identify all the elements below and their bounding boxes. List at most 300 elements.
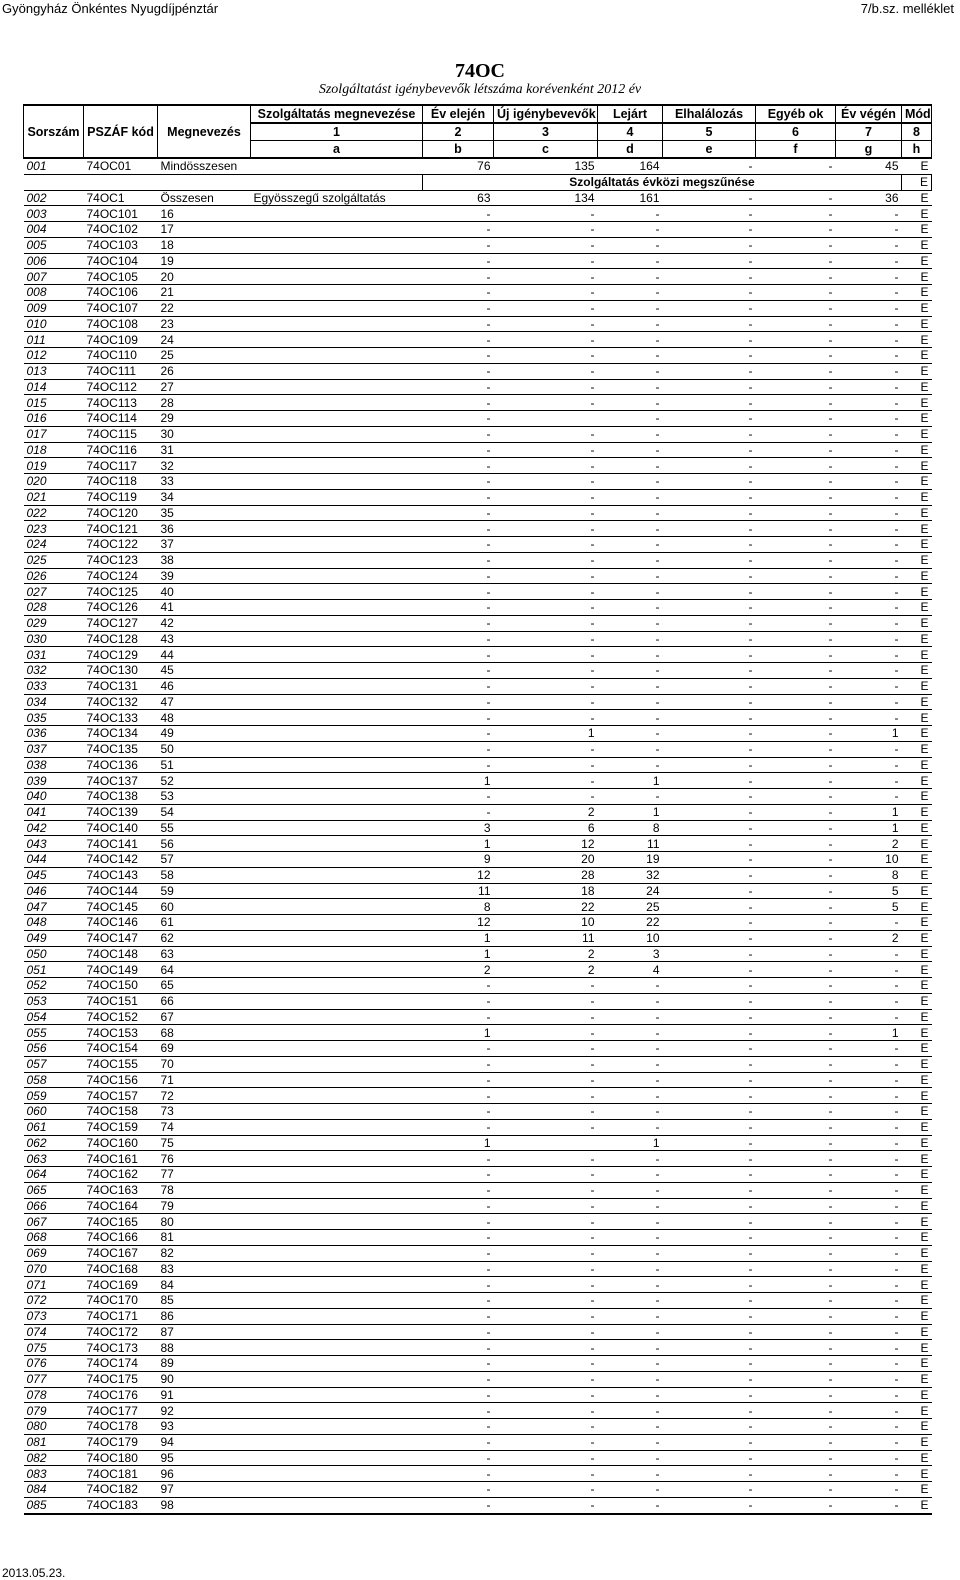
- row-uj: -: [494, 773, 598, 789]
- row-mod: E: [902, 993, 932, 1009]
- row-sorszam: 035: [24, 710, 84, 726]
- row-elhalalozas: -: [663, 379, 756, 395]
- row-sorszam: 011: [24, 332, 84, 348]
- row-uj: -: [494, 1230, 598, 1246]
- row-sorszam: 054: [24, 1009, 84, 1025]
- row-ev-elejen: -: [423, 1356, 494, 1372]
- table-row: [24, 1245, 932, 1261]
- row-ev-vegen: -: [836, 1277, 902, 1293]
- row-service-name: [251, 789, 423, 805]
- row-ev-elejen: -: [423, 363, 494, 379]
- row-megnevezes: 80: [158, 1214, 251, 1230]
- col-elhalalozas: Elhalálozás: [663, 105, 756, 123]
- row-service-name: Egyösszegű szolgáltatás: [251, 190, 423, 206]
- row-egyeb: -: [756, 852, 836, 868]
- row-lejart: -: [598, 631, 663, 647]
- row-elhalalozas: -: [663, 1308, 756, 1324]
- row-pszaf-code: 74OC120: [84, 505, 158, 521]
- row-pszaf-code: 74OC174: [84, 1356, 158, 1372]
- row-elhalalozas: -: [663, 1403, 756, 1419]
- row-megnevezes: 61: [158, 915, 251, 931]
- row-mod: E: [902, 1419, 932, 1435]
- row-pszaf-code: 74OC126: [84, 600, 158, 616]
- table-row: [24, 694, 932, 710]
- row-sorszam: 073: [24, 1308, 84, 1324]
- row-egyeb: -: [756, 537, 836, 553]
- row-lejart: -: [598, 978, 663, 994]
- row-megnevezes: 70: [158, 1056, 251, 1072]
- table-row: [24, 647, 932, 663]
- row-ev-elejen: -: [423, 615, 494, 631]
- table-row: [24, 804, 932, 820]
- row-egyeb: -: [756, 773, 836, 789]
- row-service-name: [251, 379, 423, 395]
- row-ev-elejen: -: [423, 1088, 494, 1104]
- row-pszaf-code: 74OC132: [84, 694, 158, 710]
- row-uj: -: [494, 1308, 598, 1324]
- row-sorszam: 014: [24, 379, 84, 395]
- row-ev-vegen: -: [836, 1198, 902, 1214]
- row-uj: -: [494, 474, 598, 490]
- row-lejart: -: [598, 505, 663, 521]
- col-ev-vegen: Év végén: [836, 105, 902, 123]
- row-pszaf-code: 74OC134: [84, 726, 158, 742]
- row-mod: E: [902, 442, 932, 458]
- row-ev-vegen: -: [836, 946, 902, 962]
- row-megnevezes: 27: [158, 379, 251, 395]
- row-egyeb: -: [756, 285, 836, 301]
- row-service-name: [251, 852, 423, 868]
- row-ev-vegen: -: [836, 1466, 902, 1482]
- row-sorszam: 029: [24, 615, 84, 631]
- row-megnevezes: 51: [158, 757, 251, 773]
- row-sorszam: 058: [24, 1072, 84, 1088]
- row-uj: 11: [494, 930, 598, 946]
- row-elhalalozas: -: [663, 505, 756, 521]
- row-ev-vegen: -: [836, 1151, 902, 1167]
- row-elhalalozas: -: [663, 1324, 756, 1340]
- row-service-name: [251, 1119, 423, 1135]
- row-uj: -: [494, 1403, 598, 1419]
- row-mod: E: [902, 1182, 932, 1198]
- row-mod: E: [902, 1324, 932, 1340]
- section-spacer: [251, 174, 423, 190]
- row-ev-elejen: -: [423, 663, 494, 679]
- row-ev-vegen: -: [836, 584, 902, 600]
- row-pszaf-code: 74OC110: [84, 348, 158, 364]
- row-sorszam: 085: [24, 1497, 84, 1513]
- row-lejart: -: [598, 1104, 663, 1120]
- row-uj: -: [494, 1324, 598, 1340]
- row-egyeb: -: [756, 1119, 836, 1135]
- row-pszaf-code: 74OC122: [84, 537, 158, 553]
- table-row: [24, 993, 932, 1009]
- row-lejart: -: [598, 1182, 663, 1198]
- row-megnevezes: 26: [158, 363, 251, 379]
- row-service-name: [251, 757, 423, 773]
- row-elhalalozas: -: [663, 1497, 756, 1513]
- row-ev-vegen: -: [836, 600, 902, 616]
- table-row: [24, 930, 932, 946]
- row-ev-elejen: -: [423, 726, 494, 742]
- row-lejart: -: [598, 363, 663, 379]
- row-ev-vegen: -: [836, 993, 902, 1009]
- section-spacer: [158, 174, 251, 190]
- row-egyeb: -: [756, 804, 836, 820]
- row-pszaf-code: 74OC127: [84, 615, 158, 631]
- row-service-name: [251, 1434, 423, 1450]
- row-ev-elejen: -: [423, 804, 494, 820]
- row-ev-vegen: -: [836, 1419, 902, 1435]
- row-lejart: -: [598, 1293, 663, 1309]
- table-row: [24, 363, 932, 379]
- table-row: [24, 1497, 932, 1513]
- row-pszaf-code: 74OC108: [84, 316, 158, 332]
- row-lejart: -: [598, 615, 663, 631]
- row-lejart: -: [598, 1308, 663, 1324]
- row-pszaf-code: 74OC181: [84, 1466, 158, 1482]
- row-sorszam: 074: [24, 1324, 84, 1340]
- row-pszaf-code: 74OC160: [84, 1135, 158, 1151]
- row-service-name: [251, 1403, 423, 1419]
- row-uj: 2: [494, 804, 598, 820]
- table-row: [24, 915, 932, 931]
- row-egyeb: -: [756, 521, 836, 537]
- row-megnevezes: 60: [158, 899, 251, 915]
- row-ev-vegen: -: [836, 379, 902, 395]
- row-ev-elejen: -: [423, 1371, 494, 1387]
- row-megnevezes: 25: [158, 348, 251, 364]
- row-egyeb: -: [756, 600, 836, 616]
- row-elhalalozas: -: [663, 804, 756, 820]
- table-row: [24, 978, 932, 994]
- row-mod: E: [902, 253, 932, 269]
- row-egyeb: -: [756, 1419, 836, 1435]
- row-egyeb: -: [756, 710, 836, 726]
- row-ev-vegen: -: [836, 631, 902, 647]
- row-pszaf-code: 74OC104: [84, 253, 158, 269]
- row-lejart: -: [598, 237, 663, 253]
- row-lejart: -: [598, 1072, 663, 1088]
- row-uj: -: [494, 395, 598, 411]
- row-service-name: [251, 867, 423, 883]
- row-uj: -: [494, 584, 598, 600]
- row-uj: -: [494, 1371, 598, 1387]
- row-elhalalozas: -: [663, 332, 756, 348]
- row-service-name: [251, 726, 423, 742]
- row-pszaf-code: 74OC146: [84, 915, 158, 931]
- row-pszaf-code: 74OC141: [84, 836, 158, 852]
- row-pszaf-code: 74OC128: [84, 631, 158, 647]
- row-ev-vegen: -: [836, 915, 902, 931]
- row-ev-elejen: 12: [423, 867, 494, 883]
- row-pszaf-code: 74OC1: [84, 190, 158, 206]
- table-row: [24, 1293, 932, 1309]
- row-service-name: [251, 647, 423, 663]
- row-mod: E: [902, 505, 932, 521]
- row-lejart: -: [598, 1356, 663, 1372]
- row-ev-vegen: 45: [836, 158, 902, 174]
- row-ev-vegen: 1: [836, 820, 902, 836]
- row-uj: -: [494, 521, 598, 537]
- row-elhalalozas: -: [663, 584, 756, 600]
- row-ev-elejen: -: [423, 1167, 494, 1183]
- row-mod: E: [902, 1403, 932, 1419]
- row-pszaf-code: 74OC137: [84, 773, 158, 789]
- row-ev-vegen: -: [836, 1088, 902, 1104]
- row-sorszam: 001: [24, 158, 84, 174]
- table-row: [24, 615, 932, 631]
- row-ev-elejen: -: [423, 1466, 494, 1482]
- table-row: [24, 158, 932, 174]
- row-egyeb: -: [756, 1245, 836, 1261]
- row-lejart: -: [598, 552, 663, 568]
- row-sorszam: 030: [24, 631, 84, 647]
- row-service-name: [251, 1198, 423, 1214]
- row-pszaf-code: 74OC155: [84, 1056, 158, 1072]
- row-elhalalozas: -: [663, 1135, 756, 1151]
- row-elhalalozas: -: [663, 663, 756, 679]
- row-elhalalozas: -: [663, 1072, 756, 1088]
- row-service-name: [251, 1088, 423, 1104]
- report-date: 2013.05.23.: [2, 1566, 66, 1580]
- row-sorszam: 020: [24, 474, 84, 490]
- row-elhalalozas: -: [663, 285, 756, 301]
- row-sorszam: 044: [24, 852, 84, 868]
- row-megnevezes: 91: [158, 1387, 251, 1403]
- column-number: 8: [902, 123, 932, 141]
- row-elhalalozas: -: [663, 726, 756, 742]
- row-megnevezes: 62: [158, 930, 251, 946]
- row-mod: E: [902, 1135, 932, 1151]
- row-lejart: -: [598, 1088, 663, 1104]
- row-megnevezes: 67: [158, 1009, 251, 1025]
- row-service-name: [251, 285, 423, 301]
- row-lejart: 164: [598, 158, 663, 174]
- row-pszaf-code: 74OC162: [84, 1167, 158, 1183]
- row-ev-vegen: -: [836, 237, 902, 253]
- row-megnevezes: 89: [158, 1356, 251, 1372]
- row-ev-vegen: -: [836, 316, 902, 332]
- row-megnevezes: 53: [158, 789, 251, 805]
- row-sorszam: 053: [24, 993, 84, 1009]
- row-sorszam: 042: [24, 820, 84, 836]
- row-ev-elejen: 11: [423, 883, 494, 899]
- row-megnevezes: 66: [158, 993, 251, 1009]
- row-elhalalozas: -: [663, 1293, 756, 1309]
- row-service-name: [251, 773, 423, 789]
- row-mod: E: [902, 789, 932, 805]
- row-uj: -: [494, 1497, 598, 1513]
- row-ev-elejen: -: [423, 678, 494, 694]
- row-egyeb: -: [756, 584, 836, 600]
- row-megnevezes: 58: [158, 867, 251, 883]
- row-mod: E: [902, 663, 932, 679]
- row-pszaf-code: 74OC172: [84, 1324, 158, 1340]
- row-megnevezes: 28: [158, 395, 251, 411]
- row-egyeb: -: [756, 741, 836, 757]
- row-service-name: [251, 158, 423, 174]
- row-ev-elejen: 8: [423, 899, 494, 915]
- row-elhalalozas: -: [663, 1340, 756, 1356]
- row-ev-elejen: 2: [423, 962, 494, 978]
- row-ev-vegen: -: [836, 1497, 902, 1513]
- row-lejart: -: [598, 710, 663, 726]
- row-sorszam: 076: [24, 1356, 84, 1372]
- row-pszaf-code: 74OC107: [84, 300, 158, 316]
- row-pszaf-code: 74OC129: [84, 647, 158, 663]
- row-pszaf-code: 74OC111: [84, 363, 158, 379]
- row-elhalalozas: -: [663, 883, 756, 899]
- row-egyeb: -: [756, 426, 836, 442]
- row-lejart: -: [598, 458, 663, 474]
- row-megnevezes: Összesen: [158, 190, 251, 206]
- row-pszaf-code: 74OC169: [84, 1277, 158, 1293]
- row-egyeb: -: [756, 1466, 836, 1482]
- row-elhalalozas: -: [663, 600, 756, 616]
- row-megnevezes: 72: [158, 1088, 251, 1104]
- row-pszaf-code: 74OC157: [84, 1088, 158, 1104]
- row-lejart: -: [598, 474, 663, 490]
- row-lejart: -: [598, 568, 663, 584]
- row-mod: E: [902, 1308, 932, 1324]
- row-megnevezes: 88: [158, 1340, 251, 1356]
- row-megnevezes: 23: [158, 316, 251, 332]
- row-sorszam: 061: [24, 1119, 84, 1135]
- row-service-name: [251, 458, 423, 474]
- column-number: 2: [423, 123, 494, 141]
- row-pszaf-code: 74OC150: [84, 978, 158, 994]
- row-lejart: 3: [598, 946, 663, 962]
- row-ev-vegen: -: [836, 285, 902, 301]
- table-row: [24, 1387, 932, 1403]
- row-mod: E: [902, 1482, 932, 1498]
- row-pszaf-code: 74OC143: [84, 867, 158, 883]
- row-lejart: -: [598, 348, 663, 364]
- row-service-name: [251, 1104, 423, 1120]
- row-ev-vegen: -: [836, 1056, 902, 1072]
- row-ev-vegen: -: [836, 1356, 902, 1372]
- row-lejart: 8: [598, 820, 663, 836]
- row-sorszam: 081: [24, 1434, 84, 1450]
- row-uj: -: [494, 1261, 598, 1277]
- row-egyeb: -: [756, 1340, 836, 1356]
- row-uj: -: [494, 489, 598, 505]
- row-egyeb: -: [756, 300, 836, 316]
- row-service-name: [251, 615, 423, 631]
- row-mod: E: [902, 883, 932, 899]
- column-number: 3: [494, 123, 598, 141]
- row-uj: -: [494, 647, 598, 663]
- section-spacer: [84, 174, 158, 190]
- row-service-name: [251, 1151, 423, 1167]
- row-elhalalozas: -: [663, 269, 756, 285]
- row-ev-elejen: -: [423, 426, 494, 442]
- row-megnevezes: 41: [158, 600, 251, 616]
- row-sorszam: 080: [24, 1419, 84, 1435]
- row-uj: -: [494, 1340, 598, 1356]
- column-letter: a: [251, 141, 423, 159]
- row-egyeb: -: [756, 899, 836, 915]
- row-ev-vegen: -: [836, 663, 902, 679]
- row-megnevezes: 33: [158, 474, 251, 490]
- row-ev-elejen: -: [423, 379, 494, 395]
- row-ev-elejen: -: [423, 1340, 494, 1356]
- row-uj: 12: [494, 836, 598, 852]
- row-elhalalozas: -: [663, 1009, 756, 1025]
- row-sorszam: 034: [24, 694, 84, 710]
- row-uj: -: [494, 663, 598, 679]
- row-uj: -: [494, 442, 598, 458]
- row-mod: E: [902, 804, 932, 820]
- row-sorszam: 084: [24, 1482, 84, 1498]
- table-row: [24, 379, 932, 395]
- row-pszaf-code: 74OC167: [84, 1245, 158, 1261]
- row-mod: E: [902, 1072, 932, 1088]
- table-row: [24, 1104, 932, 1120]
- row-uj: 2: [494, 962, 598, 978]
- row-elhalalozas: -: [663, 474, 756, 490]
- row-ev-vegen: -: [836, 1214, 902, 1230]
- row-egyeb: -: [756, 158, 836, 174]
- row-pszaf-code: 74OC152: [84, 1009, 158, 1025]
- row-sorszam: 003: [24, 206, 84, 222]
- row-sorszam: 060: [24, 1104, 84, 1120]
- row-lejart: -: [598, 1434, 663, 1450]
- column-letter: g: [836, 141, 902, 159]
- row-pszaf-code: 74OC183: [84, 1497, 158, 1513]
- row-egyeb: -: [756, 1041, 836, 1057]
- row-ev-elejen: -: [423, 710, 494, 726]
- row-sorszam: 051: [24, 962, 84, 978]
- row-sorszam: 021: [24, 489, 84, 505]
- table-row: [24, 537, 932, 553]
- row-mod: E: [902, 1466, 932, 1482]
- row-service-name: [251, 1277, 423, 1293]
- row-egyeb: -: [756, 568, 836, 584]
- table-row: [24, 757, 932, 773]
- row-megnevezes: 40: [158, 584, 251, 600]
- row-uj: -: [494, 300, 598, 316]
- row-pszaf-code: 74OC124: [84, 568, 158, 584]
- row-ev-vegen: -: [836, 363, 902, 379]
- row-megnevezes: 82: [158, 1245, 251, 1261]
- row-pszaf-code: 74OC164: [84, 1198, 158, 1214]
- table-row: [24, 946, 932, 962]
- row-megnevezes: 76: [158, 1151, 251, 1167]
- column-letter: b: [423, 141, 494, 159]
- row-service-name: [251, 537, 423, 553]
- row-elhalalozas: -: [663, 537, 756, 553]
- row-sorszam: 005: [24, 237, 84, 253]
- row-lejart: -: [598, 411, 663, 427]
- row-mod: E: [902, 867, 932, 883]
- row-lejart: -: [598, 269, 663, 285]
- table-row: [24, 1324, 932, 1340]
- row-megnevezes: 50: [158, 741, 251, 757]
- row-megnevezes: 35: [158, 505, 251, 521]
- row-megnevezes: 73: [158, 1104, 251, 1120]
- row-uj: -: [494, 1293, 598, 1309]
- row-service-name: [251, 269, 423, 285]
- row-ev-vegen: -: [836, 458, 902, 474]
- row-sorszam: 069: [24, 1245, 84, 1261]
- row-ev-elejen: -: [423, 978, 494, 994]
- row-megnevezes: 17: [158, 222, 251, 238]
- row-mod: E: [902, 647, 932, 663]
- row-lejart: -: [598, 694, 663, 710]
- row-ev-elejen: -: [423, 568, 494, 584]
